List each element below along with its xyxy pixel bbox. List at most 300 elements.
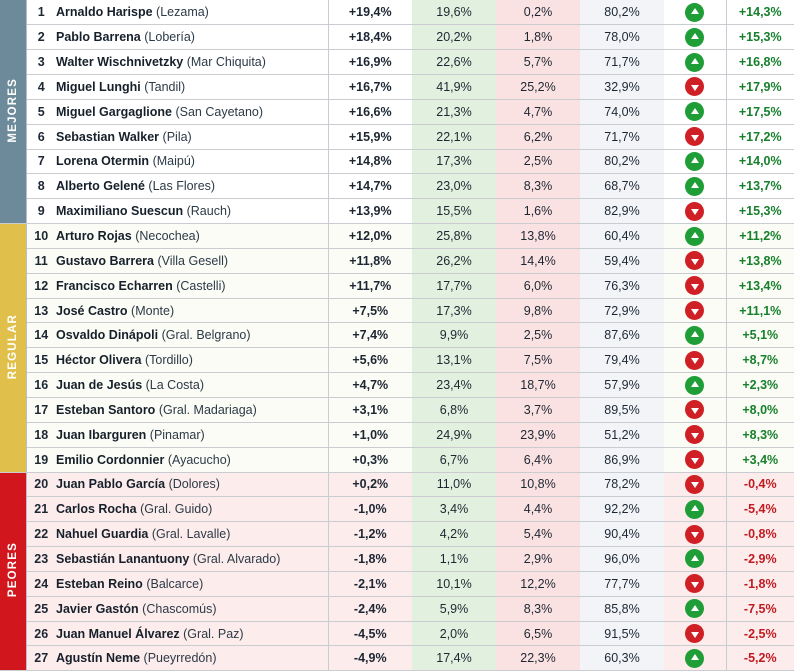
district-name: (Dolores) — [168, 477, 220, 492]
person-name: Sebastián Lanantuony — [56, 551, 190, 566]
image-score-cell: +4,7% — [328, 373, 412, 398]
rank-cell: 6 — [26, 124, 56, 149]
trend-cell — [664, 50, 726, 75]
rank-cell: 2 — [26, 25, 56, 50]
name-cell[interactable] — [56, 571, 328, 596]
name-cell[interactable] — [56, 547, 328, 572]
district-name: (Gral. Guido) — [140, 502, 213, 517]
knowledge-cell: 82,9% — [580, 199, 664, 224]
district-name: (Necochea) — [135, 229, 200, 244]
district-name: (Tandil) — [144, 79, 186, 94]
variation-cell: +3,4% — [726, 447, 794, 472]
district-name: (Lobería) — [144, 30, 195, 45]
image-score-cell: +16,7% — [328, 75, 412, 100]
table-row[interactable] — [0, 348, 794, 373]
positive-cell: 6,8% — [412, 398, 496, 423]
name-cell[interactable] — [56, 646, 328, 671]
person-name: Juan de Jesús — [56, 378, 143, 393]
person-name: Carlos Rocha — [56, 502, 137, 517]
image-score-cell: +19,4% — [328, 0, 412, 25]
trend-cell — [664, 596, 726, 621]
district-name: (Castelli) — [176, 278, 226, 293]
variation-cell: -0,4% — [726, 472, 794, 497]
district-name: (Gral. Lavalle) — [151, 527, 231, 542]
trend-cell — [664, 348, 726, 373]
image-score-cell: +18,4% — [328, 25, 412, 50]
arrow-up-icon — [685, 500, 704, 519]
positive-cell: 15,5% — [412, 199, 496, 224]
rank-cell: 1 — [26, 0, 56, 25]
rank-cell: 23 — [26, 547, 56, 572]
district-name: (Balcarce) — [146, 576, 204, 591]
negative-cell: 4,4% — [496, 497, 580, 522]
table-row[interactable] — [0, 472, 794, 497]
positive-cell: 23,0% — [412, 174, 496, 199]
group-band-label: PEORES — [6, 542, 19, 598]
rank-cell: 11 — [26, 248, 56, 273]
arrow-up-icon — [685, 53, 704, 72]
knowledge-cell: 90,4% — [580, 522, 664, 547]
rank-cell: 27 — [26, 646, 56, 671]
arrow-up-icon — [685, 326, 704, 345]
district-name: (La Costa) — [145, 378, 204, 393]
person-name: Miguel Gargaglione — [56, 104, 172, 119]
name-cell[interactable] — [56, 199, 328, 224]
knowledge-cell: 89,5% — [580, 398, 664, 423]
negative-cell: 3,7% — [496, 398, 580, 423]
negative-cell: 23,9% — [496, 422, 580, 447]
variation-cell: +14,0% — [726, 149, 794, 174]
image-score-cell: +3,1% — [328, 398, 412, 423]
knowledge-cell: 78,2% — [580, 472, 664, 497]
rank-cell: 8 — [26, 174, 56, 199]
knowledge-cell: 74,0% — [580, 99, 664, 124]
trend-cell — [664, 547, 726, 572]
person-name: Alberto Gelené — [56, 179, 145, 194]
variation-cell: -7,5% — [726, 596, 794, 621]
negative-cell: 2,9% — [496, 547, 580, 572]
table-row[interactable] — [0, 273, 794, 298]
positive-cell: 17,3% — [412, 298, 496, 323]
knowledge-cell: 85,8% — [580, 596, 664, 621]
trend-cell — [664, 571, 726, 596]
negative-cell: 6,0% — [496, 273, 580, 298]
table-row[interactable] — [0, 497, 794, 522]
variation-cell: +11,2% — [726, 224, 794, 249]
knowledge-cell: 59,4% — [580, 248, 664, 273]
table-row[interactable] — [0, 447, 794, 472]
name-cell[interactable] — [56, 174, 328, 199]
rank-cell: 21 — [26, 497, 56, 522]
image-score-cell: -4,9% — [328, 646, 412, 671]
rank-cell: 18 — [26, 422, 56, 447]
arrow-down-icon — [685, 624, 704, 643]
trend-cell — [664, 248, 726, 273]
knowledge-cell: 76,3% — [580, 273, 664, 298]
table-row[interactable] — [0, 571, 794, 596]
variation-cell: -2,5% — [726, 621, 794, 646]
district-name: (Las Flores) — [148, 179, 216, 194]
variation-cell: +11,1% — [726, 298, 794, 323]
negative-cell: 18,7% — [496, 373, 580, 398]
rank-cell: 17 — [26, 398, 56, 423]
name-cell[interactable] — [56, 472, 328, 497]
positive-cell: 21,3% — [412, 99, 496, 124]
table-row[interactable] — [0, 224, 794, 249]
name-cell[interactable] — [56, 422, 328, 447]
name-cell[interactable] — [56, 348, 328, 373]
variation-cell: -5,2% — [726, 646, 794, 671]
district-name: (Villa Gesell) — [157, 253, 229, 268]
district-name: (Lezama) — [156, 5, 209, 20]
image-score-cell: -2,4% — [328, 596, 412, 621]
arrow-down-icon — [685, 77, 704, 96]
arrow-down-icon — [685, 301, 704, 320]
district-name: (Ayacucho) — [167, 452, 231, 467]
arrow-down-icon — [685, 351, 704, 370]
arrow-up-icon — [685, 376, 704, 395]
name-cell[interactable] — [56, 99, 328, 124]
rank-cell: 22 — [26, 522, 56, 547]
person-name: José Castro — [56, 303, 128, 318]
negative-cell: 8,3% — [496, 596, 580, 621]
variation-cell: +8,3% — [726, 422, 794, 447]
person-name: Javier Gastón — [56, 601, 139, 616]
negative-cell: 6,2% — [496, 124, 580, 149]
trend-cell — [664, 472, 726, 497]
negative-cell: 5,7% — [496, 50, 580, 75]
knowledge-cell: 51,2% — [580, 422, 664, 447]
table-row[interactable] — [0, 75, 794, 100]
table-row[interactable] — [0, 124, 794, 149]
district-name: (San Cayetano) — [175, 104, 264, 119]
table-row[interactable] — [0, 25, 794, 50]
arrow-up-icon — [685, 549, 704, 568]
positive-cell: 2,0% — [412, 621, 496, 646]
arrow-down-icon — [685, 475, 704, 494]
knowledge-cell: 57,9% — [580, 373, 664, 398]
table-row[interactable] — [0, 174, 794, 199]
name-cell[interactable] — [56, 323, 328, 348]
table-row[interactable] — [0, 50, 794, 75]
trend-cell — [664, 0, 726, 25]
rank-cell: 19 — [26, 447, 56, 472]
knowledge-cell: 91,5% — [580, 621, 664, 646]
image-score-cell: +16,9% — [328, 50, 412, 75]
table-row[interactable] — [0, 621, 794, 646]
knowledge-cell: 60,3% — [580, 646, 664, 671]
table-row[interactable] — [0, 323, 794, 348]
rank-cell: 24 — [26, 571, 56, 596]
rank-cell: 26 — [26, 621, 56, 646]
negative-cell: 1,8% — [496, 25, 580, 50]
trend-cell — [664, 497, 726, 522]
name-cell[interactable] — [56, 124, 328, 149]
table-row[interactable] — [0, 398, 794, 423]
positive-cell: 22,1% — [412, 124, 496, 149]
image-score-cell: +15,9% — [328, 124, 412, 149]
person-name: Esteban Santoro — [56, 402, 156, 417]
table-row[interactable] — [0, 99, 794, 124]
arrow-down-icon — [685, 251, 704, 270]
arrow-up-icon — [685, 3, 704, 22]
district-name: (Rauch) — [186, 204, 232, 219]
rank-cell: 20 — [26, 472, 56, 497]
trend-cell — [664, 124, 726, 149]
table-row[interactable] — [0, 373, 794, 398]
trend-cell — [664, 224, 726, 249]
image-score-cell: -4,5% — [328, 621, 412, 646]
group-band-label: REGULAR — [6, 313, 19, 379]
district-name: (Gral. Belgrano) — [161, 328, 251, 343]
negative-cell: 5,4% — [496, 522, 580, 547]
arrow-up-icon — [685, 227, 704, 246]
negative-cell: 25,2% — [496, 75, 580, 100]
variation-cell: +15,3% — [726, 25, 794, 50]
person-name: Arnaldo Harispe — [56, 5, 153, 20]
positive-cell: 25,8% — [412, 224, 496, 249]
trend-cell — [664, 99, 726, 124]
positive-cell: 4,2% — [412, 522, 496, 547]
district-name: (Maipú) — [152, 154, 195, 169]
group-band-peores — [0, 472, 26, 671]
negative-cell: 6,4% — [496, 447, 580, 472]
rank-cell: 10 — [26, 224, 56, 249]
person-name: Francisco Echarren — [56, 278, 173, 293]
name-cell[interactable] — [56, 298, 328, 323]
name-cell[interactable] — [56, 522, 328, 547]
trend-cell — [664, 298, 726, 323]
person-name: Arturo Rojas — [56, 229, 132, 244]
person-name: Lorena Otermin — [56, 154, 150, 169]
knowledge-cell: 68,7% — [580, 174, 664, 199]
positive-cell: 13,1% — [412, 348, 496, 373]
image-score-cell: +5,6% — [328, 348, 412, 373]
person-name: Sebastian Walker — [56, 129, 160, 144]
district-name: (Monte) — [131, 303, 175, 318]
table-row[interactable] — [0, 248, 794, 273]
positive-cell: 22,6% — [412, 50, 496, 75]
person-name: Pablo Barrena — [56, 30, 141, 45]
name-cell[interactable] — [56, 596, 328, 621]
positive-cell: 1,1% — [412, 547, 496, 572]
person-name: Osvaldo Dinápoli — [56, 328, 159, 343]
negative-cell: 2,5% — [496, 323, 580, 348]
trend-cell — [664, 522, 726, 547]
arrow-up-icon — [685, 649, 704, 668]
arrow-down-icon — [685, 400, 704, 419]
table-row[interactable] — [0, 522, 794, 547]
person-name: Agustín Neme — [56, 651, 141, 666]
variation-cell: +13,4% — [726, 273, 794, 298]
variation-cell: +13,7% — [726, 174, 794, 199]
name-cell[interactable] — [56, 224, 328, 249]
negative-cell: 1,6% — [496, 199, 580, 224]
name-cell[interactable] — [56, 447, 328, 472]
negative-cell: 14,4% — [496, 248, 580, 273]
positive-cell: 6,7% — [412, 447, 496, 472]
group-band-label: MEJORES — [6, 77, 19, 143]
positive-cell: 17,7% — [412, 273, 496, 298]
variation-cell: +13,8% — [726, 248, 794, 273]
table-row[interactable] — [0, 298, 794, 323]
knowledge-cell: 86,9% — [580, 447, 664, 472]
table-row[interactable] — [0, 422, 794, 447]
negative-cell: 0,2% — [496, 0, 580, 25]
district-name: (Pila) — [162, 129, 192, 144]
trend-cell — [664, 25, 726, 50]
person-name: Walter Wischnivetzky — [56, 55, 184, 70]
variation-cell: -5,4% — [726, 497, 794, 522]
negative-cell: 6,5% — [496, 621, 580, 646]
negative-cell: 9,8% — [496, 298, 580, 323]
image-score-cell: -1,8% — [328, 547, 412, 572]
district-name: (Gral. Madariaga) — [158, 402, 257, 417]
table-row[interactable] — [0, 149, 794, 174]
table-row[interactable] — [0, 547, 794, 572]
knowledge-cell: 80,2% — [580, 149, 664, 174]
arrow-up-icon — [685, 102, 704, 121]
rank-cell: 4 — [26, 75, 56, 100]
negative-cell: 2,5% — [496, 149, 580, 174]
trend-cell — [664, 75, 726, 100]
district-name: (Mar Chiquita) — [186, 55, 266, 70]
arrow-down-icon — [685, 127, 704, 146]
trend-cell — [664, 398, 726, 423]
group-band-mejores — [0, 0, 26, 224]
trend-cell — [664, 422, 726, 447]
rank-cell: 25 — [26, 596, 56, 621]
variation-cell: -0,8% — [726, 522, 794, 547]
rank-cell: 12 — [26, 273, 56, 298]
name-cell[interactable] — [56, 149, 328, 174]
trend-cell — [664, 199, 726, 224]
positive-cell: 41,9% — [412, 75, 496, 100]
district-name: (Gral. Alvarado) — [192, 551, 281, 566]
negative-cell: 4,7% — [496, 99, 580, 124]
negative-cell: 22,3% — [496, 646, 580, 671]
knowledge-cell: 87,6% — [580, 323, 664, 348]
district-name: (Chascomús) — [142, 601, 217, 616]
person-name: Esteban Reino — [56, 576, 143, 591]
rank-cell: 3 — [26, 50, 56, 75]
trend-cell — [664, 323, 726, 348]
table-row[interactable] — [0, 0, 794, 25]
rank-cell: 15 — [26, 348, 56, 373]
image-score-cell: +11,7% — [328, 273, 412, 298]
knowledge-cell: 72,9% — [580, 298, 664, 323]
positive-cell: 23,4% — [412, 373, 496, 398]
negative-cell: 13,8% — [496, 224, 580, 249]
image-score-cell: +14,8% — [328, 149, 412, 174]
name-cell[interactable] — [56, 75, 328, 100]
variation-cell: +5,1% — [726, 323, 794, 348]
person-name: Gustavo Barrera — [56, 253, 154, 268]
positive-cell: 3,4% — [412, 497, 496, 522]
name-cell[interactable] — [56, 25, 328, 50]
positive-cell: 5,9% — [412, 596, 496, 621]
name-cell[interactable] — [56, 248, 328, 273]
person-name: Juan Pablo García — [56, 477, 166, 492]
name-cell[interactable] — [56, 0, 328, 25]
person-name: Emilio Cordonnier — [56, 452, 165, 467]
person-name: Nahuel Guardia — [56, 527, 149, 542]
variation-cell: +8,0% — [726, 398, 794, 423]
image-score-cell: +12,0% — [328, 224, 412, 249]
arrow-down-icon — [685, 525, 704, 544]
name-cell[interactable] — [56, 373, 328, 398]
image-score-cell: +14,7% — [328, 174, 412, 199]
table-row[interactable] — [0, 596, 794, 621]
positive-cell: 17,3% — [412, 149, 496, 174]
image-score-cell: +0,3% — [328, 447, 412, 472]
image-score-cell: -1,0% — [328, 497, 412, 522]
district-name: (Tordillo) — [144, 353, 193, 368]
image-score-cell: +11,8% — [328, 248, 412, 273]
trend-cell — [664, 273, 726, 298]
arrow-up-icon — [685, 177, 704, 196]
trend-cell — [664, 373, 726, 398]
variation-cell: +8,7% — [726, 348, 794, 373]
district-name: (Gral. Paz) — [183, 626, 244, 641]
table-row[interactable] — [0, 199, 794, 224]
arrow-down-icon — [685, 425, 704, 444]
rank-cell: 16 — [26, 373, 56, 398]
knowledge-cell: 80,2% — [580, 0, 664, 25]
arrow-down-icon — [685, 574, 704, 593]
rank-cell: 5 — [26, 99, 56, 124]
person-name: Héctor Olivera — [56, 353, 142, 368]
negative-cell: 12,2% — [496, 571, 580, 596]
group-band-regular — [0, 224, 26, 472]
trend-cell — [664, 621, 726, 646]
rank-cell: 13 — [26, 298, 56, 323]
knowledge-cell: 71,7% — [580, 124, 664, 149]
variation-cell: +17,2% — [726, 124, 794, 149]
arrow-up-icon — [685, 28, 704, 47]
knowledge-cell: 79,4% — [580, 348, 664, 373]
knowledge-cell: 71,7% — [580, 50, 664, 75]
negative-cell: 8,3% — [496, 174, 580, 199]
variation-cell: +16,8% — [726, 50, 794, 75]
arrow-down-icon — [685, 276, 704, 295]
arrow-down-icon — [685, 450, 704, 469]
name-cell[interactable] — [56, 398, 328, 423]
negative-cell: 7,5% — [496, 348, 580, 373]
name-cell[interactable] — [56, 621, 328, 646]
name-cell[interactable] — [56, 50, 328, 75]
variation-cell: +15,3% — [726, 199, 794, 224]
knowledge-cell: 32,9% — [580, 75, 664, 100]
district-name: (Pinamar) — [149, 427, 205, 442]
positive-cell: 24,9% — [412, 422, 496, 447]
table-row[interactable] — [0, 646, 794, 671]
positive-cell: 26,2% — [412, 248, 496, 273]
trend-cell — [664, 174, 726, 199]
variation-cell: +14,3% — [726, 0, 794, 25]
knowledge-cell: 77,7% — [580, 571, 664, 596]
positive-cell: 20,2% — [412, 25, 496, 50]
negative-cell: 10,8% — [496, 472, 580, 497]
positive-cell: 11,0% — [412, 472, 496, 497]
name-cell[interactable] — [56, 497, 328, 522]
district-name: (Pueyrredón) — [143, 651, 217, 666]
trend-cell — [664, 149, 726, 174]
knowledge-cell: 92,2% — [580, 497, 664, 522]
image-score-cell: +1,0% — [328, 422, 412, 447]
name-cell[interactable] — [56, 273, 328, 298]
person-name: Juan Ibarguren — [56, 427, 147, 442]
